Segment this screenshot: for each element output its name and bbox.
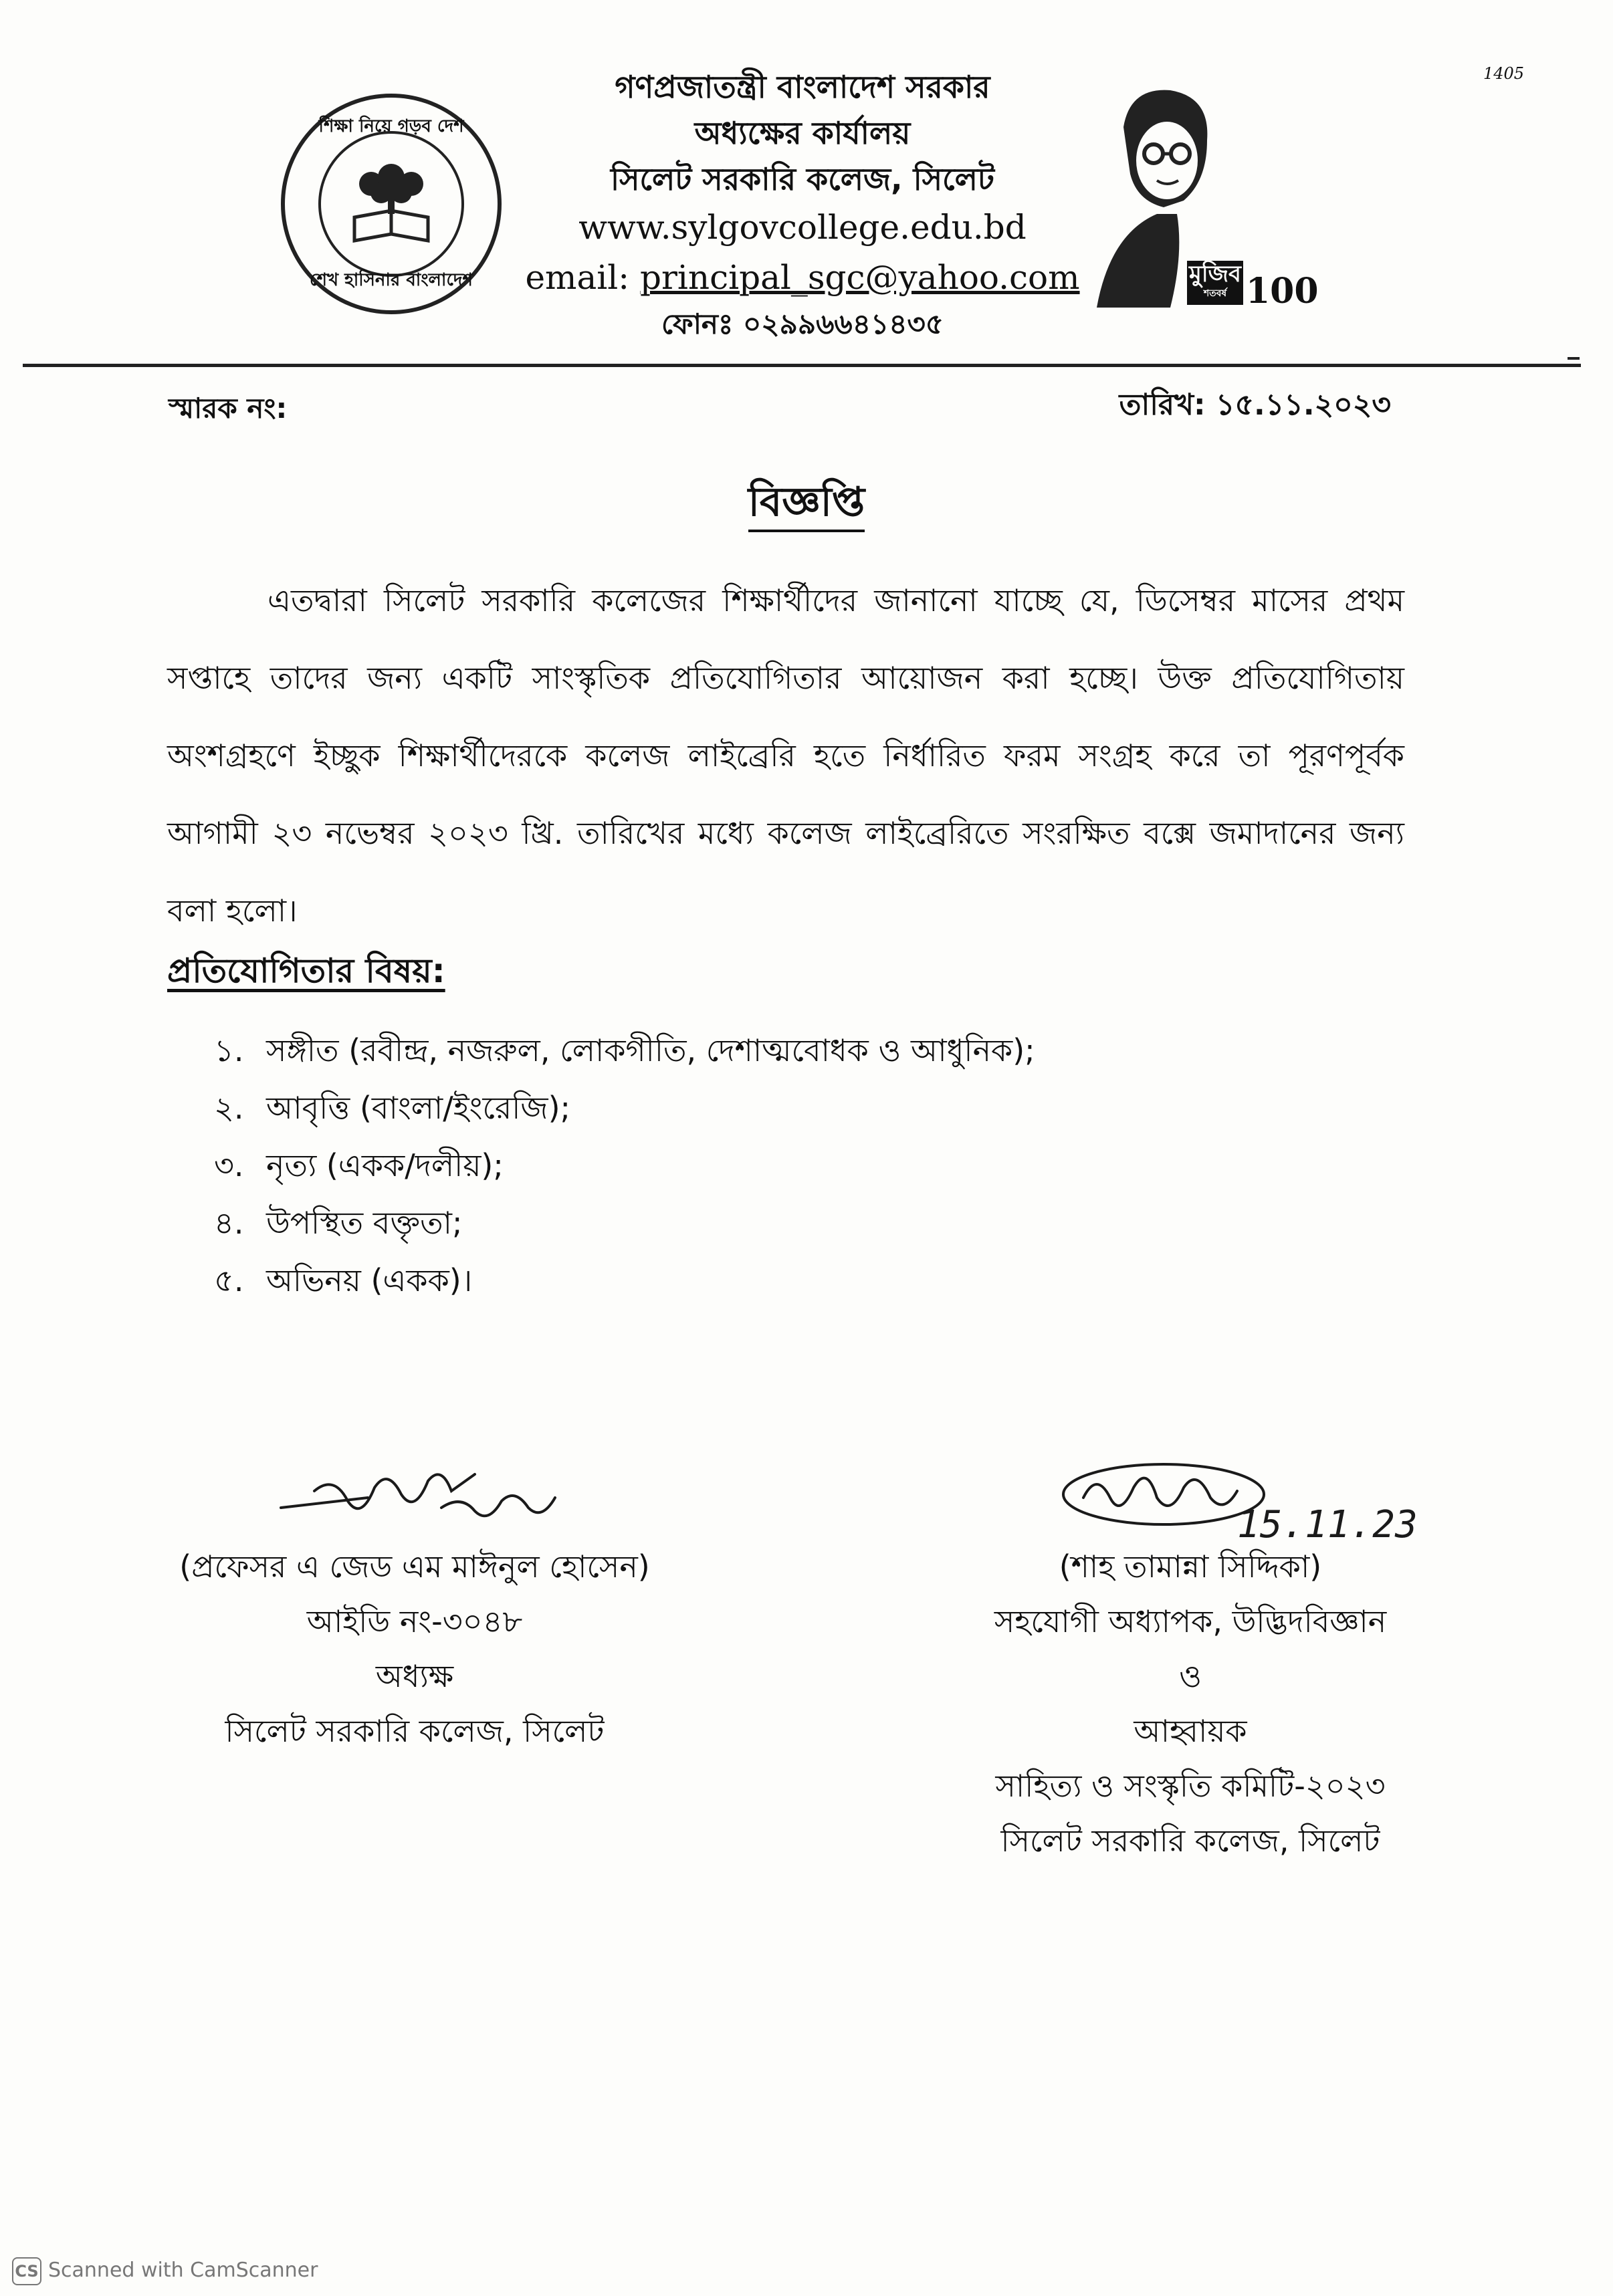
govt-line: গণপ্রজাতন্ত্রী বাংলাদেশ সরকার [615,69,990,105]
header-divider-mark [1568,357,1580,360]
seal-emblem [318,131,464,277]
email-line [508,253,1097,303]
memo-ref: স্মারক নং: [169,392,288,425]
notice-body-text: এতদ্বারা সিলেট সরকারি কলেজের শিক্ষার্থীদের জানানো যাচ্ছে যে, ডিসেম্বর মাসের প্রথম সপ্তাহে তাদের জন্য একটি সাংস্কৃতিক প্রতিযোগিতার আয়োজন করা হচ্ছে। উক্ত প্রতিযোগিতায় অংশগ্রহণে ইচ্ছুক শিক্ষার্থীদেরকে কলেজ লাইব্রেরি হতে নির্ধারিত ফরম সংগ্রহ করে তা পূরণপূর্বক আগামী ২৩ নভেম্বর ২০২৩ খ্রি. তারিখের মধ্যে কলেজ লাইব্রেরিতে সংরক্ষিত বক্সে জমাদানের জন্য বলা হলো। [167,582,1404,929]
book-tree-icon [341,154,441,254]
convener-committee: সাহিত্য ও সংস্কৃতি কমিটি-২০২৩ [995,1768,1386,1804]
website-link[interactable]: www.sylgovcollege.edu.bd [578,208,1027,247]
office-line: অধ্যক্ষের কার্যালয় [694,115,911,151]
seal-text-bottom: শেখ হাসিনার বাংলাদেশ [310,270,473,290]
list-item: ৩. নৃত্য (একক/দলীয়); [214,1147,504,1183]
list-item: ৪. উপস্থিত বক্তৃতা; [214,1205,463,1241]
phone-line: ফোনঃ ০২৯৯৬৬৪১৪৩৫ [661,308,944,340]
principal-signature [274,1461,582,1534]
email-label: email: [525,258,630,297]
convener-institution: সিলেট সরকারি কলেজ, সিলেট [1000,1823,1380,1859]
seal-text-top: শিক্ষা নিয়ে গড়ব দেশ [318,116,464,136]
page-number: 1405 [1483,64,1525,83]
notice-body [167,562,1404,949]
mujib-100-logo [1083,80,1319,321]
list-item: ১. সঙ্গীত (রবীন্দ্র, নজরুল, লোকগীতি, দেশাত্মবোধক ও আধুনিক); [214,1032,1035,1068]
principal-name: (প্রফেসর এ জেড এম মাঈনুল হোসেন) [179,1548,650,1585]
subjects-heading: প্রতিযোগিতার বিষয়: [167,951,445,990]
mujib-number: 100 [1246,271,1319,312]
subjects-list [214,1022,1035,1309]
list-item: ২. আবৃত্তি (বাংলা/ইংরেজি); [214,1090,571,1126]
principal-signature-block [120,1539,709,1758]
list-item: ৫. অভিনয় (একক)। [214,1262,473,1298]
convener-role: আহ্বায়ক [1134,1713,1247,1749]
college-line: সিলেট সরকারি কলেজ, সিলেট [610,161,995,197]
principal-id: আইডি নং-৩০৪৮ [306,1603,523,1639]
principal-institution: সিলেট সরকারি কলেজ, সিলেট [225,1713,605,1749]
principal-designation: অধ্যক্ষ [375,1658,454,1694]
memo-date: তারিখ: ১৫.১১.২০২৩ [1119,388,1391,422]
scanner-text: Scanned with CamScanner [48,2259,318,2282]
camscanner-icon: CS [12,2257,41,2285]
convener-designation: সহযোগী অধ্যাপক, উদ্ভিদবিজ্ঞান [994,1603,1387,1639]
mujib-label: মুজিব শতবর্ষ [1187,261,1243,305]
convener-signature-block [923,1539,1458,1868]
convener-name: (শাহ তামান্না সিদ্দিকা) [1059,1548,1322,1585]
convener-conjunction: ও [1179,1658,1202,1694]
letterhead [508,64,1097,345]
email-link[interactable]: principal_sgc@yahoo.com [639,258,1080,297]
notice-title-text: বিজ্ঞপ্তি [748,479,865,532]
convener-sign-date: 15.11.23 [1237,1503,1418,1546]
notice-title [0,471,1613,538]
header-divider [23,364,1581,367]
college-seal [281,94,502,314]
scanner-watermark [12,2257,318,2285]
